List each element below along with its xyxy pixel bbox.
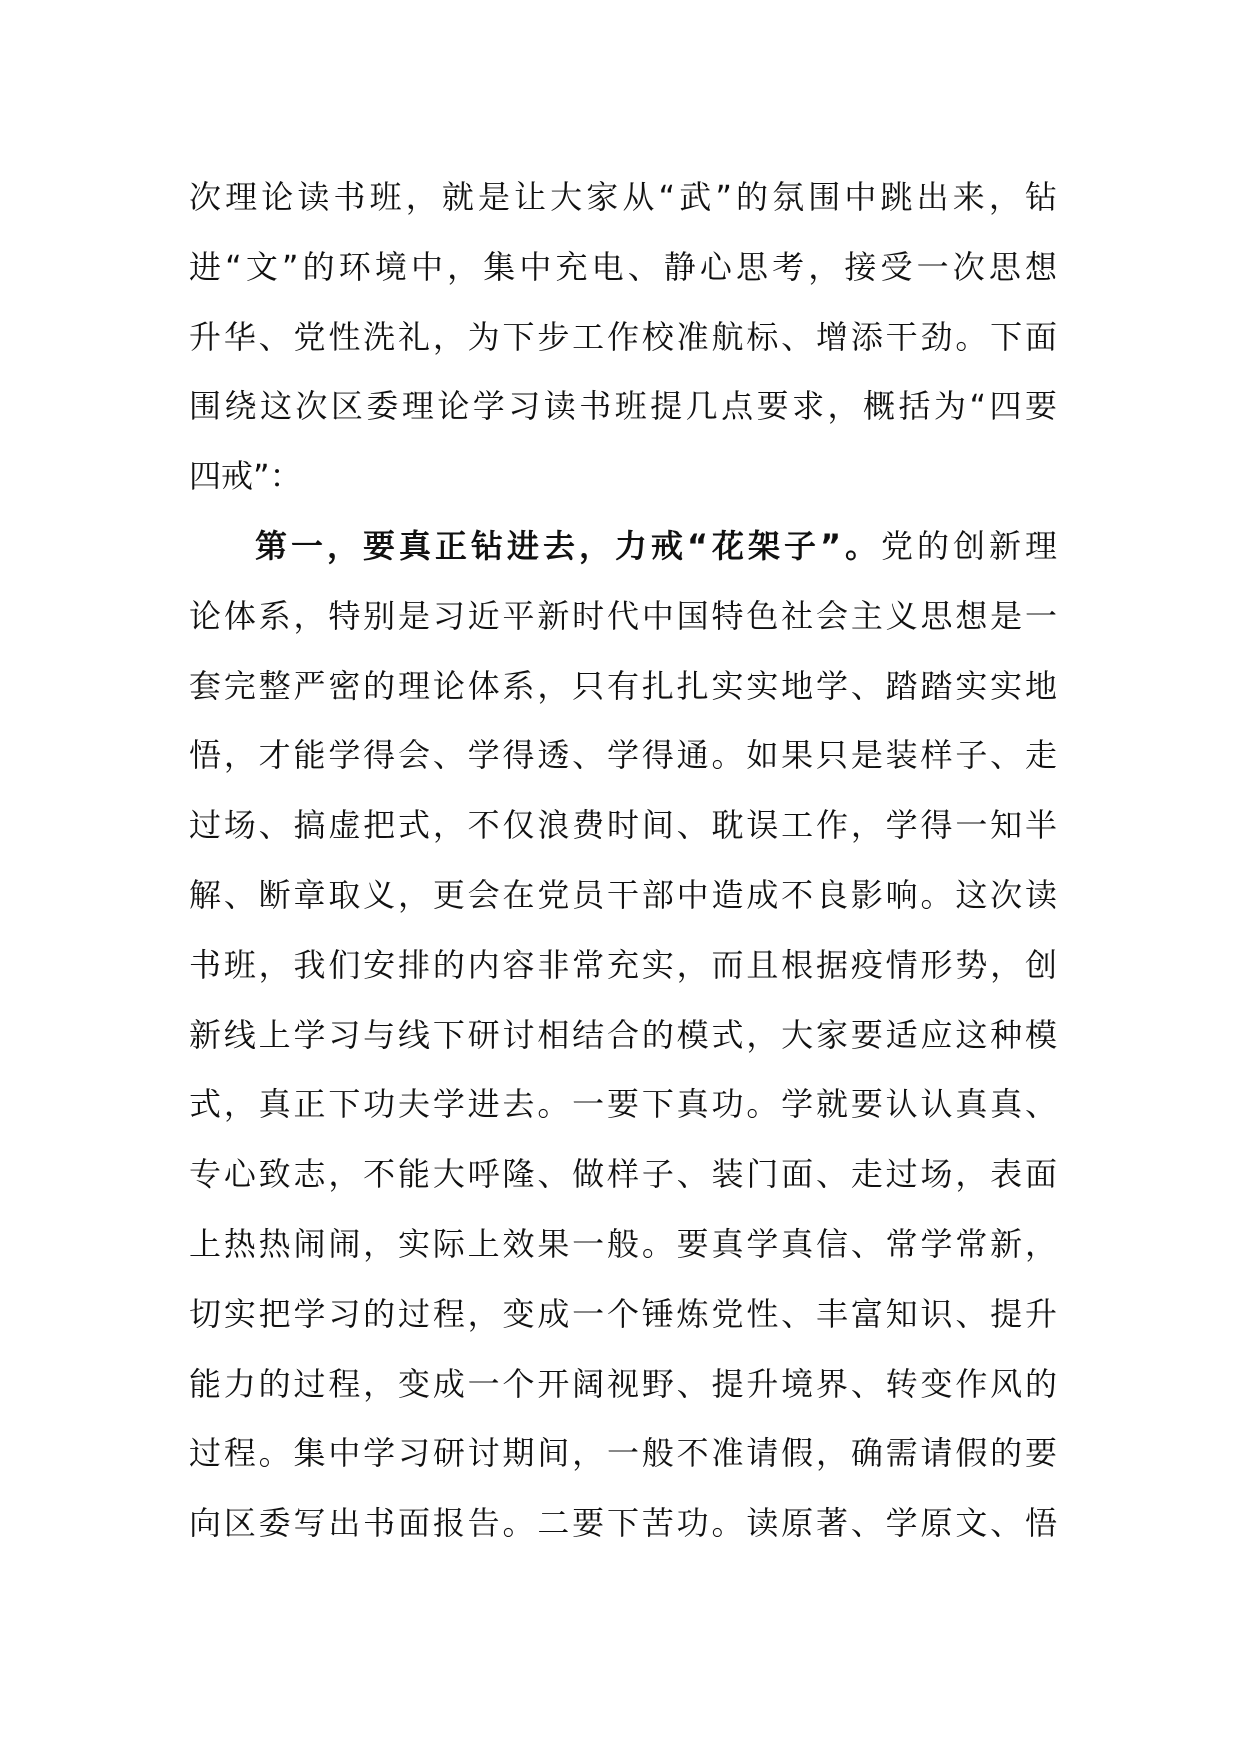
text-line: 式，真正下功夫学进去。一要下真功。学就要认认真真、: [189, 1085, 1057, 1124]
text-line: 专心致志，不能大呼隆、做样子、装门面、走过场，表面: [189, 1155, 1057, 1194]
text-line: 切实把学习的过程，变成一个锤炼党性、丰富知识、提升: [189, 1294, 1057, 1333]
text-line: 升华、党性洗礼，为下步工作校准航标、增添干劲。下面: [189, 317, 1057, 356]
text-line: 书班，我们安排的内容非常充实，而且根据疫情形势，创: [189, 945, 1057, 984]
text-line: 悟，才能学得会、学得透、学得通。如果只是装样子、走: [189, 736, 1057, 775]
text-line: 进“文”的环境中，集中充电、静心思考，接受一次思想: [189, 247, 1057, 286]
text-line: [189, 512, 1057, 582]
text-line: 新线上学习与线下研讨相结合的模式，大家要适应这种模: [189, 1015, 1057, 1054]
text-line: 套完整严密的理论体系，只有扎扎实实地学、踏踏实实地: [189, 666, 1057, 705]
paragraph-intro: [189, 163, 1057, 512]
text-line: 能力的过程，变成一个开阔视野、提升境界、转变作风的: [189, 1364, 1057, 1403]
text-line: 四戒”：: [189, 457, 302, 496]
text-line: 上热热闹闹，实际上效果一般。要真学真信、常学常新，: [189, 1224, 1057, 1263]
text-line: 过场、搞虚把式，不仅浪费时间、耽误工作，学得一知半: [189, 806, 1057, 845]
text-line: 围绕这次区委理论学习读书班提几点要求，概括为“四要: [189, 387, 1057, 426]
paragraph-first-requirement: [189, 512, 1057, 1559]
text-line: 解、断章取义，更会在党员干部中造成不良影响。这次读: [189, 875, 1057, 914]
text-line: 论体系，特别是习近平新时代中国特色社会主义思想是一: [189, 596, 1057, 635]
heading-continuation: 党的创新理: [881, 526, 1057, 565]
text-line: 过程。集中学习研讨期间，一般不准请假，确需请假的要: [189, 1434, 1057, 1473]
section-heading: 第一，要真正钻进去，力戒“花架子”。: [255, 526, 881, 565]
document-body: [189, 163, 1057, 1559]
text-line: 向区委写出书面报告。二要下苦功。读原著、学原文、悟: [189, 1504, 1057, 1543]
text-line: 次理论读书班，就是让大家从“武”的氛围中跳出来，钻: [189, 178, 1057, 216]
